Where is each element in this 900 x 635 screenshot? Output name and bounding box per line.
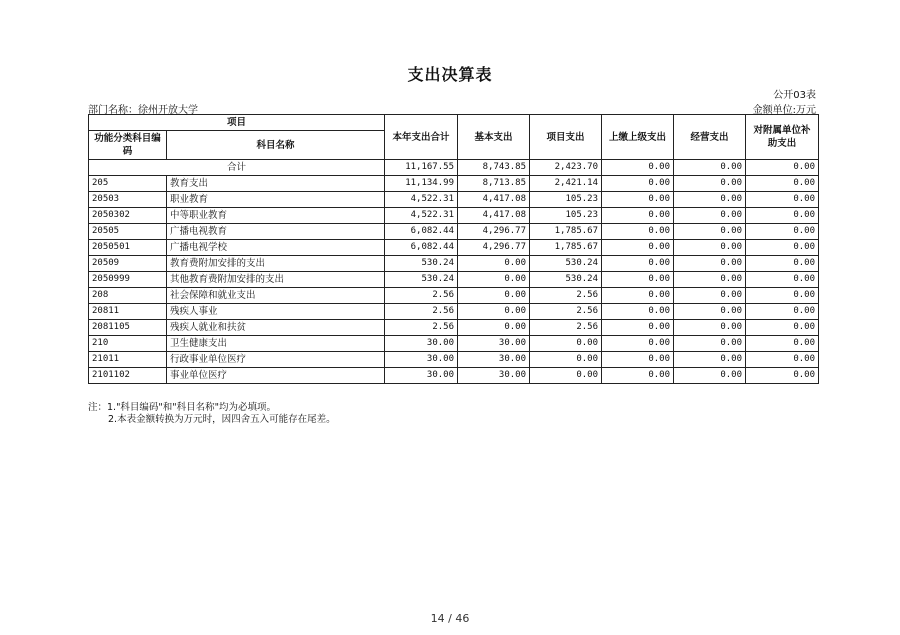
subject-code: 2101102 xyxy=(89,368,167,384)
amount-cell: 2.56 xyxy=(530,320,602,336)
amount-cell: 105.23 xyxy=(530,208,602,224)
amount-cell: 0.00 xyxy=(458,288,530,304)
subject-code: 2050302 xyxy=(89,208,167,224)
header-project-expenditure: 项目支出 xyxy=(530,115,602,160)
amount-cell: 30.00 xyxy=(385,336,458,352)
amount-cell: 0.00 xyxy=(674,192,746,208)
total-row xyxy=(89,160,819,176)
expenditure-table xyxy=(88,114,819,384)
subject-code: 210 xyxy=(89,336,167,352)
amount-cell: 4,296.77 xyxy=(458,240,530,256)
subject-code: 208 xyxy=(89,288,167,304)
amount-cell: 0.00 xyxy=(602,272,674,288)
amount-cell: 4,522.31 xyxy=(385,208,458,224)
amount-cell: 0.00 xyxy=(458,304,530,320)
header-name: 科目名称 xyxy=(167,131,385,160)
page-number: 14 / 46 xyxy=(430,612,470,625)
amount-cell: 0.00 xyxy=(602,288,674,304)
amount-cell: 105.23 xyxy=(530,192,602,208)
subject-name: 其他教育费附加安排的支出 xyxy=(167,272,385,288)
amount-cell: 0.00 xyxy=(746,224,819,240)
amount-cell: 6,082.44 xyxy=(385,240,458,256)
amount-cell: 0.00 xyxy=(674,224,746,240)
table-row xyxy=(89,224,819,240)
amount-cell: 0.00 xyxy=(458,320,530,336)
amount-cell: 2,421.14 xyxy=(530,176,602,192)
form-number: 公开03表 xyxy=(773,90,816,101)
subject-code: 205 xyxy=(89,176,167,192)
subject-name: 残疾人就业和扶贫 xyxy=(167,320,385,336)
header-business: 经营支出 xyxy=(674,115,746,160)
amount-cell: 4,417.08 xyxy=(458,192,530,208)
amount-cell: 1,785.67 xyxy=(530,224,602,240)
subject-code: 2050999 xyxy=(89,272,167,288)
note-1: 注：1."科目编码"和"科目名称"均为必填项。 xyxy=(88,402,277,413)
amount-cell: 0.00 xyxy=(746,352,819,368)
amount-cell: 0.00 xyxy=(746,304,819,320)
total-cell: 0.00 xyxy=(602,160,674,176)
header-total: 本年支出合计 xyxy=(385,115,458,160)
amount-unit: 金额单位:万元 xyxy=(752,105,816,116)
amount-cell: 4,522.31 xyxy=(385,192,458,208)
amount-cell: 0.00 xyxy=(674,208,746,224)
amount-cell: 30.00 xyxy=(385,368,458,384)
amount-cell: 0.00 xyxy=(674,304,746,320)
header-basic: 基本支出 xyxy=(458,115,530,160)
subject-name: 卫生健康支出 xyxy=(167,336,385,352)
subject-code: 20505 xyxy=(89,224,167,240)
total-cell: 2,423.70 xyxy=(530,160,602,176)
amount-cell: 2.56 xyxy=(385,320,458,336)
amount-cell: 0.00 xyxy=(746,336,819,352)
table-row xyxy=(89,272,819,288)
amount-cell: 6,082.44 xyxy=(385,224,458,240)
subject-code: 2050501 xyxy=(89,240,167,256)
subject-name: 事业单位医疗 xyxy=(167,368,385,384)
amount-cell: 2.56 xyxy=(530,304,602,320)
amount-cell: 0.00 xyxy=(602,336,674,352)
table-row xyxy=(89,320,819,336)
subject-name: 职业教育 xyxy=(167,192,385,208)
table-row xyxy=(89,256,819,272)
amount-cell: 0.00 xyxy=(746,192,819,208)
amount-cell: 2.56 xyxy=(385,288,458,304)
subject-name: 广播电视学校 xyxy=(167,240,385,256)
page-title: 支出决算表 xyxy=(407,65,493,84)
amount-cell: 0.00 xyxy=(674,336,746,352)
amount-cell: 30.00 xyxy=(458,336,530,352)
amount-cell: 0.00 xyxy=(674,240,746,256)
amount-cell: 11,134.99 xyxy=(385,176,458,192)
subject-code: 21011 xyxy=(89,352,167,368)
amount-cell: 0.00 xyxy=(602,352,674,368)
amount-cell: 0.00 xyxy=(530,352,602,368)
amount-cell: 0.00 xyxy=(602,240,674,256)
amount-cell: 30.00 xyxy=(385,352,458,368)
amount-cell: 0.00 xyxy=(674,368,746,384)
total-cell: 8,743.85 xyxy=(458,160,530,176)
amount-cell: 0.00 xyxy=(458,256,530,272)
amount-cell: 0.00 xyxy=(602,224,674,240)
subject-name: 社会保障和就业支出 xyxy=(167,288,385,304)
subject-name: 残疾人事业 xyxy=(167,304,385,320)
amount-cell: 0.00 xyxy=(674,352,746,368)
table-row xyxy=(89,368,819,384)
table-row xyxy=(89,176,819,192)
amount-cell: 0.00 xyxy=(746,272,819,288)
table-row xyxy=(89,336,819,352)
amount-cell: 0.00 xyxy=(746,240,819,256)
subject-name: 教育费附加安排的支出 xyxy=(167,256,385,272)
total-cell: 0.00 xyxy=(746,160,819,176)
subject-name: 中等职业教育 xyxy=(167,208,385,224)
header-subsidiary: 对附属单位补助支出 xyxy=(746,115,819,160)
subject-name: 广播电视教育 xyxy=(167,224,385,240)
header-row-1 xyxy=(89,115,819,131)
table-row xyxy=(89,304,819,320)
amount-cell: 1,785.67 xyxy=(530,240,602,256)
amount-cell: 0.00 xyxy=(746,176,819,192)
amount-cell: 0.00 xyxy=(746,368,819,384)
note-2: 2.本表金额转换为万元时，因四舍五入可能存在尾差。 xyxy=(108,414,336,425)
subject-code: 20509 xyxy=(89,256,167,272)
amount-cell: 0.00 xyxy=(602,176,674,192)
amount-cell: 2.56 xyxy=(530,288,602,304)
amount-cell: 0.00 xyxy=(530,336,602,352)
amount-cell: 0.00 xyxy=(746,320,819,336)
amount-cell: 0.00 xyxy=(602,192,674,208)
subject-name: 教育支出 xyxy=(167,176,385,192)
total-label: 合计 xyxy=(89,160,385,176)
table-row xyxy=(89,352,819,368)
amount-cell: 0.00 xyxy=(530,368,602,384)
amount-cell: 0.00 xyxy=(602,304,674,320)
amount-cell: 30.00 xyxy=(458,352,530,368)
amount-cell: 0.00 xyxy=(674,176,746,192)
total-cell: 11,167.55 xyxy=(385,160,458,176)
amount-cell: 8,713.85 xyxy=(458,176,530,192)
amount-cell: 4,296.77 xyxy=(458,224,530,240)
amount-cell: 2.56 xyxy=(385,304,458,320)
amount-cell: 0.00 xyxy=(746,288,819,304)
amount-cell: 530.24 xyxy=(385,256,458,272)
amount-cell: 530.24 xyxy=(385,272,458,288)
amount-cell: 0.00 xyxy=(602,320,674,336)
amount-cell: 0.00 xyxy=(674,272,746,288)
department-name: 部门名称：徐州开放大学 xyxy=(88,105,198,116)
total-cell: 0.00 xyxy=(674,160,746,176)
subject-code: 20811 xyxy=(89,304,167,320)
table-row xyxy=(89,192,819,208)
header-project: 项目 xyxy=(89,115,385,131)
amount-cell: 530.24 xyxy=(530,256,602,272)
amount-cell: 0.00 xyxy=(746,208,819,224)
amount-cell: 0.00 xyxy=(602,208,674,224)
amount-cell: 4,417.08 xyxy=(458,208,530,224)
subject-code: 20503 xyxy=(89,192,167,208)
amount-cell: 0.00 xyxy=(674,320,746,336)
table-row xyxy=(89,240,819,256)
table-row xyxy=(89,208,819,224)
subject-name: 行政事业单位医疗 xyxy=(167,352,385,368)
table-row xyxy=(89,288,819,304)
amount-cell: 0.00 xyxy=(458,272,530,288)
amount-cell: 0.00 xyxy=(674,288,746,304)
amount-cell: 530.24 xyxy=(530,272,602,288)
amount-cell: 0.00 xyxy=(602,256,674,272)
notes xyxy=(88,402,336,426)
header-code: 功能分类科目编码 xyxy=(89,131,167,160)
amount-cell: 0.00 xyxy=(746,256,819,272)
amount-cell: 30.00 xyxy=(458,368,530,384)
subject-code: 2081105 xyxy=(89,320,167,336)
amount-cell: 0.00 xyxy=(602,368,674,384)
amount-cell: 0.00 xyxy=(674,256,746,272)
header-remit: 上缴上级支出 xyxy=(602,115,674,160)
